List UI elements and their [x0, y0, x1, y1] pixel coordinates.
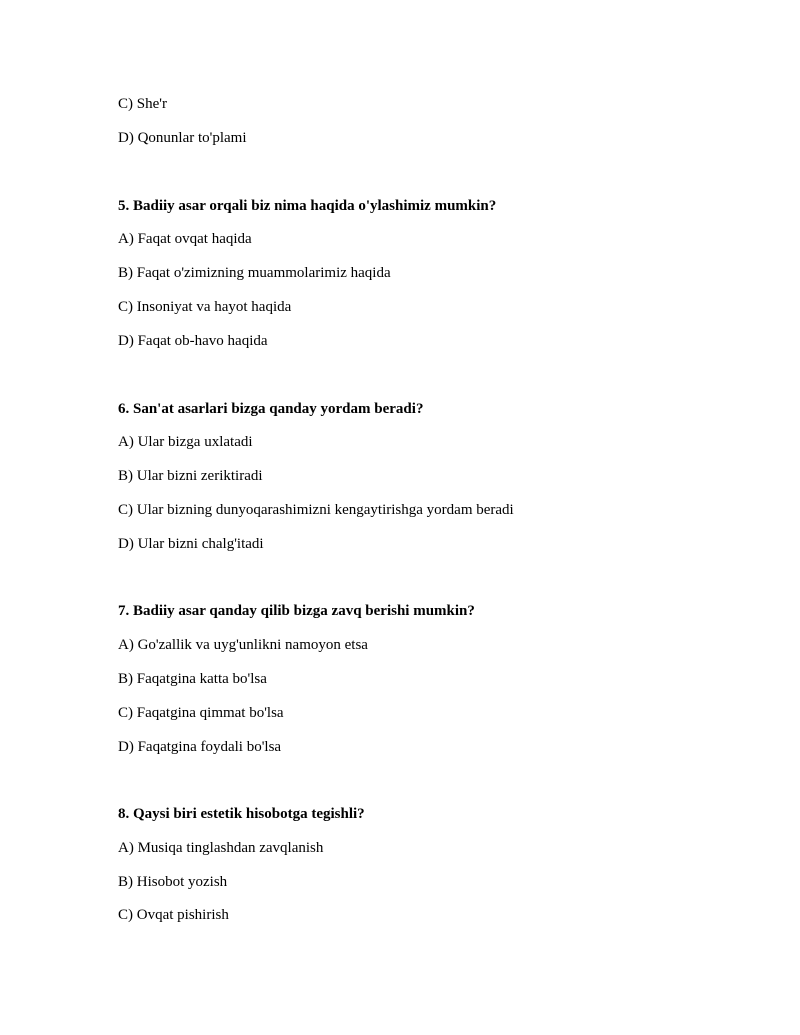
question-5-title: 5. Badiiy asar orqali biz nima haqida o'ylashimiz mumkin?	[118, 198, 497, 214]
question-5-option-c: C) Insoniyat va hayot haqida	[118, 299, 292, 315]
question-6-option-c: C) Ular bizning dunyoqarashimizni kengaytirishga yordam beradi	[118, 502, 514, 518]
question-7-option-c: C) Faqatgina qimmat bo'lsa	[118, 705, 284, 721]
question-6-option-a: A) Ular bizga uxlatadi	[118, 434, 253, 450]
question-6-option-b: B) Ular bizni zeriktiradi	[118, 468, 263, 484]
question-5-option-a: A) Faqat ovqat haqida	[118, 231, 252, 247]
question-5-option-b: B) Faqat o'zimizning muammolarimiz haqida	[118, 265, 391, 281]
option-c-prev: C) She'r	[118, 96, 167, 112]
question-8-option-b: B) Hisobot yozish	[118, 874, 228, 890]
question-7-option-b: B) Faqatgina katta bo'lsa	[118, 671, 267, 687]
question-7-option-d: D) Faqatgina foydali bo'lsa	[118, 739, 282, 755]
question-8-option-a: A) Musiqa tinglashdan zavqlanish	[118, 840, 324, 856]
option-d-prev: D) Qonunlar to'plami	[118, 130, 247, 146]
question-7-title: 7. Badiiy asar qanday qilib bizga zavq berishi mumkin?	[118, 603, 475, 619]
question-7-option-a: A) Go'zallik va uyg'unlikni namoyon etsa	[118, 637, 368, 653]
question-6-title: 6. San'at asarlari bizga qanday yordam beradi?	[118, 401, 424, 417]
question-6-option-d: D) Ular bizni chalg'itadi	[118, 536, 264, 552]
question-5-option-d: D) Faqat ob-havo haqida	[118, 333, 268, 349]
question-8-title: 8. Qaysi biri estetik hisobotga tegishli?	[118, 806, 365, 822]
question-8-option-c: C) Ovqat pishirish	[118, 907, 229, 923]
